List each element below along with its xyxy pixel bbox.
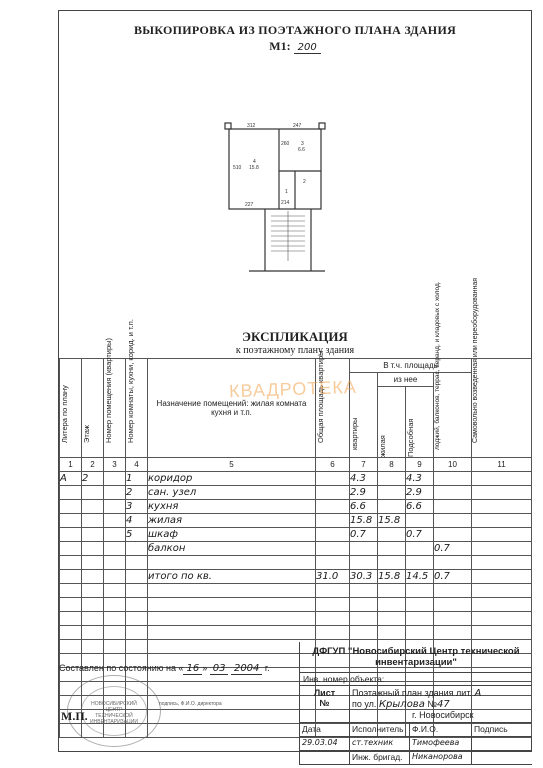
header-room: Номер комнаты, кухни, корид. и т.п. <box>126 359 148 458</box>
scale-value: 200 <box>294 42 321 54</box>
table-row: 2 сан. узел 2.9 2.9 <box>60 486 532 500</box>
plan-dim-312: 312 <box>247 123 256 129</box>
watermark-text: КВАДРОТЕКА <box>228 376 358 402</box>
table-row: А 2 1 коридор 4.3 4.3 <box>60 472 532 486</box>
plan-dim-260: 260 <box>281 141 290 147</box>
room1-number: 1 <box>285 189 288 195</box>
header-name: Назначение помещений: жилая комната кухня и т.п. <box>148 359 316 458</box>
sheet-cell: Лист № <box>300 686 350 722</box>
header-living: жилая <box>378 387 406 458</box>
room3-number: 3 <box>301 141 304 147</box>
table-row: балкон 0.7 <box>60 542 532 556</box>
header-apt-area: квартиры <box>350 373 378 458</box>
plan-description: Поэтажный план здания лит. А по ул. Крылова №47 г. Новосибирск <box>352 688 482 720</box>
document-title: ВЫКОПИРОВКА ИЗ ПОЭТАЖНОГО ПЛАНА ЗДАНИЯ <box>133 23 457 37</box>
table-row <box>60 584 532 598</box>
state-date-line: Составлен по состоянию на « 16 » 03 2004 г. <box>59 663 270 674</box>
scale-line <box>59 39 531 54</box>
sheet-info <box>300 686 532 723</box>
plan-dim-227: 227 <box>245 202 254 208</box>
table-row: 4 жилая 15.8 15.8 <box>60 514 532 528</box>
table-row: 3 кухня 6.6 6.6 <box>60 500 532 514</box>
plan-dim-214: 214 <box>281 200 290 206</box>
room4-number: 4 <box>253 159 256 165</box>
table-row: 5 шкаф 0.7 0.7 <box>60 528 532 542</box>
header-row-1 <box>60 359 532 373</box>
state-day: 16 <box>183 663 202 675</box>
mp-label: М.П. <box>61 709 88 723</box>
header-of-which: из нее <box>378 373 434 387</box>
room3-area: 6.6 <box>298 147 305 153</box>
signature-caption: подпись, Ф.И.О. директора <box>159 701 222 707</box>
scale-label: М1: <box>269 39 291 53</box>
header-total: Общая площадь квартиры <box>316 359 350 458</box>
column-numbers-row: 1 2 3 4 5 6 7 8 9 10 11 <box>60 458 532 472</box>
stamp-text: НОВОСИБИРСКИЙ ЦЕНТР ТЕХНИЧЕСКОЙ ИНВЕНТАРИЗАЦИИ <box>90 701 138 725</box>
total-row: итого по кв. 31.0 30.3 15.8 14.5 0.7 <box>60 570 532 584</box>
header-loggia: лоджий, балконов, террас, веранд, и кладовых с холод. <box>434 373 472 458</box>
title-block <box>299 642 532 765</box>
header-apt: Номер помещения (квартиры) <box>104 359 126 458</box>
table-row <box>60 598 532 612</box>
header-aux: Подсобная <box>406 387 434 458</box>
signature-grid: Дата Исполнитель Ф.И.О. Подпись 29.03.04 ст.техник Тимофеева Инж. бригад. Никанорова <box>300 723 532 765</box>
room4-area: 15.8 <box>249 165 259 171</box>
table-row <box>60 626 532 640</box>
floor-plan <box>209 111 339 281</box>
inventory-number: Инв. номер объекта: <box>300 673 532 686</box>
plan-dim-247: 247 <box>293 123 302 129</box>
explication-subtitle: к поэтажному плану здания <box>235 345 355 356</box>
state-year: 2004 <box>231 663 262 675</box>
header-floor: Этаж <box>82 359 104 458</box>
table-row <box>60 612 532 626</box>
header-litera: Литера по плану <box>60 359 82 458</box>
state-month: 03 <box>210 663 229 675</box>
document-page <box>58 10 532 762</box>
organization-name: ДФГУП "Новосибирский Центр технической инвентаризации" <box>300 642 532 673</box>
room2-number: 2 <box>303 179 306 185</box>
header-in-total: В т.ч. площадь <box>350 359 472 373</box>
plan-outline <box>229 129 321 209</box>
header-self: Самовольно возведенная или переоборудованная <box>472 359 532 458</box>
plan-dim-510: 510 <box>233 165 242 171</box>
explication-title: ЭКСПЛИКАЦИЯ <box>242 329 348 344</box>
table-row <box>60 556 532 570</box>
